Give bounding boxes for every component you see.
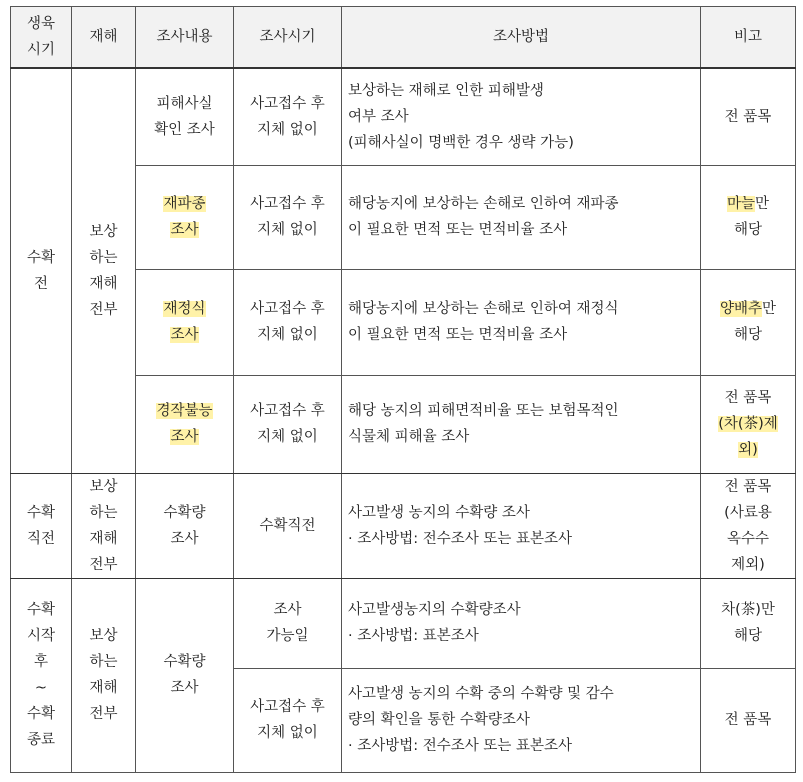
disaster-before: 보상 하는 재해 전부 bbox=[72, 68, 136, 473]
method-cell: 해당농지에 보상하는 손해로 인하여 재정식 이 필요한 면적 또는 면적비율 조사 bbox=[342, 269, 701, 375]
period-after: 수확 시작 후 ~ 수확 종료 bbox=[11, 578, 72, 772]
table-row bbox=[11, 578, 796, 668]
note-cell: 전 품목 (차(茶)제 외) bbox=[701, 375, 796, 473]
table-row bbox=[11, 473, 796, 578]
timing-cell: 사고접수 후 지체 없이 bbox=[234, 269, 342, 375]
period-just-before: 수확 직전 bbox=[11, 473, 72, 578]
survey-table bbox=[10, 6, 796, 773]
note-cell: 마늘만 해당 bbox=[701, 165, 796, 269]
content-cell: 피해사실 확인 조사 bbox=[136, 68, 234, 165]
disaster-after: 보상 하는 재해 전부 bbox=[72, 578, 136, 772]
content-cell bbox=[136, 165, 234, 269]
note-cell: 양배추만 해당 bbox=[701, 269, 796, 375]
highlight-mark: 마늘 bbox=[726, 196, 755, 212]
timing-cell: 사고접수 후 지체 없이 bbox=[234, 375, 342, 473]
note-cell: 전 품목 bbox=[701, 68, 796, 165]
header-content: 조사내용 bbox=[136, 7, 234, 69]
method-cell: 사고발생농지의 수확량조사 · 조사방법: 표본조사 bbox=[342, 578, 701, 668]
method-cell: 사고발생 농지의 수확 중의 수확량 및 감수 량의 확인을 통한 수확량조사 · 조사방법: 전수조사 또는 표본조사 bbox=[342, 668, 701, 772]
method-cell: 보상하는 재해로 인한 피해발생 여부 조사 (피해사실이 명백한 경우 생략 가능) bbox=[342, 68, 701, 165]
note-cell: 전 품목 bbox=[701, 668, 796, 772]
header-method: 조사방법 bbox=[342, 7, 701, 69]
content-cell: 수확량 조사 bbox=[136, 473, 234, 578]
disaster-just-before: 보상 하는 재해 전부 bbox=[72, 473, 136, 578]
method-cell: 해당농지에 보상하는 손해로 인하여 재파종 이 필요한 면적 또는 면적비율 조사 bbox=[342, 165, 701, 269]
highlight-mark: 재정식 조사 bbox=[163, 301, 206, 343]
method-cell: 사고발생 농지의 수확량 조사 · 조사방법: 전수조사 또는 표본조사 bbox=[342, 473, 701, 578]
table-row bbox=[11, 68, 796, 165]
header-disaster: 재해 bbox=[72, 7, 136, 69]
timing-cell: 사고접수 후 지체 없이 bbox=[234, 165, 342, 269]
content-cell bbox=[136, 375, 234, 473]
timing-cell: 사고접수 후 지체 없이 bbox=[234, 668, 342, 772]
note-cell: 전 품목 (사료용 옥수수 제외) bbox=[701, 473, 796, 578]
period-before: 수확 전 bbox=[11, 68, 72, 473]
header-timing: 조사시기 bbox=[234, 7, 342, 69]
header-note: 비고 bbox=[701, 7, 796, 69]
method-cell: 해당 농지의 피해면적비율 또는 보험목적인 식물체 피해율 조사 bbox=[342, 375, 701, 473]
highlight-mark: 재파종 조사 bbox=[163, 196, 206, 238]
highlight-mark: 경작불능 조사 bbox=[156, 403, 213, 445]
highlight-mark: (차(茶)제 외) bbox=[718, 416, 778, 458]
note-cell: 차(茶)만 해당 bbox=[701, 578, 796, 668]
header-period: 생육 시기 bbox=[11, 7, 72, 69]
timing-cell: 조사 가능일 bbox=[234, 578, 342, 668]
timing-cell: 수확직전 bbox=[234, 473, 342, 578]
content-cell: 수확량 조사 bbox=[136, 578, 234, 772]
header-row bbox=[11, 7, 796, 69]
content-cell bbox=[136, 269, 234, 375]
highlight-mark: 양배추 bbox=[719, 301, 762, 317]
timing-cell: 사고접수 후 지체 없이 bbox=[234, 68, 342, 165]
